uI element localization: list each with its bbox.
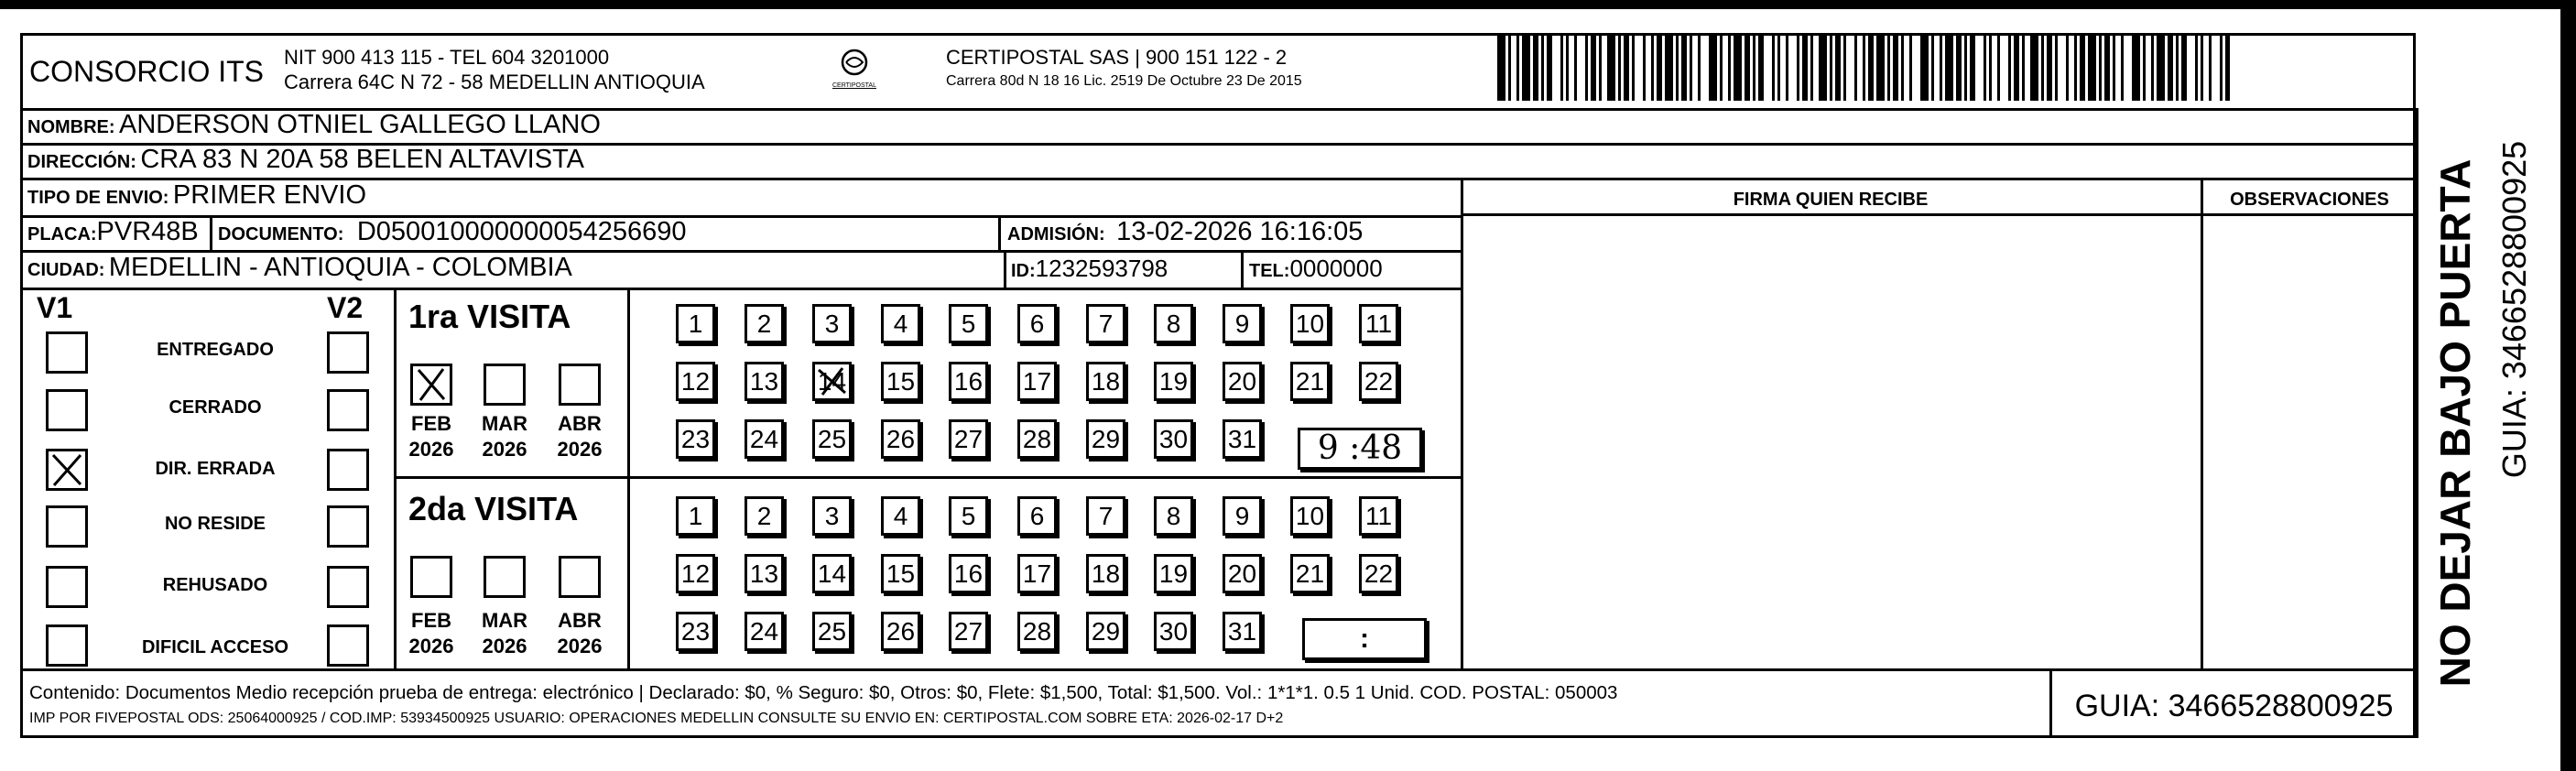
day-box[interactable]: 29 [1086, 419, 1125, 459]
v1-rehusado-checkbox[interactable] [46, 566, 88, 608]
visit2-abr-checkbox[interactable] [559, 556, 601, 598]
visit1-time-box[interactable] [1298, 428, 1422, 470]
scan-right-edge [2560, 0, 2576, 771]
day-box[interactable]: 26 [881, 419, 920, 459]
visit2-feb-checkbox[interactable] [410, 556, 452, 598]
day-box[interactable]: 17 [1017, 362, 1057, 401]
day-box[interactable]: 11 [1359, 496, 1398, 536]
col-divider [1241, 250, 1244, 288]
visit1-year-mar: 2026 [482, 438, 527, 461]
day-box[interactable]: 9 [1223, 496, 1262, 536]
visit2-title: 2da VISITA [408, 490, 579, 527]
direccion-label: DIRECCIÓN: [27, 152, 136, 172]
direccion-value: CRA 83 N 20A 58 BELEN ALTAVISTA [140, 145, 584, 174]
v2-dir-errada-checkbox[interactable] [327, 449, 369, 491]
v2-entregado-checkbox[interactable] [327, 331, 369, 374]
documento-value: D050010000000054256690 [356, 217, 687, 246]
day-box[interactable] [812, 362, 852, 401]
day-box[interactable]: 22 [1359, 362, 1398, 401]
v1-dir-errada-checkbox[interactable] [46, 449, 88, 491]
ciudad-value: MEDELLIN - ANTIOQUIA - COLOMBIA [108, 253, 572, 282]
day-box[interactable]: 23 [676, 612, 715, 651]
day-box[interactable]: 3 [812, 304, 852, 343]
day-box[interactable]: 28 [1017, 419, 1057, 459]
footer-imp: IMP POR FIVEPOSTAL ODS: 25064000925 / COD.IMP: 53934500925 USUARIO: OPERACIONES MEDELLIN CONSULTE SU ENVIO EN: CERTIPOSTAL.COM SOBRE ETA: 2026-02-17 D+2 [29, 711, 1284, 726]
day-box[interactable]: 24 [745, 612, 784, 651]
visit2-year-mar: 2026 [482, 635, 527, 657]
day-label: 14 [817, 367, 847, 396]
v2-dificil-acceso-checkbox[interactable] [327, 624, 369, 667]
day-box[interactable]: 7 [1086, 496, 1125, 536]
day-box[interactable]: 30 [1154, 419, 1193, 459]
day-box[interactable]: 7 [1086, 304, 1125, 343]
id-label: ID: [1011, 261, 1036, 281]
visit2-year-abr: 2026 [557, 635, 603, 657]
day-box[interactable]: 27 [949, 419, 988, 459]
day-box[interactable]: 24 [745, 419, 784, 459]
admision-value: 13-02-2026 16:16:05 [1116, 217, 1364, 246]
company-address: Carrera 64C N 72 - 58 MEDELLIN ANTIOQUIA [284, 71, 705, 93]
observaciones-header: OBSERVACIONES [2230, 190, 2389, 210]
day-box[interactable]: 14 [812, 554, 852, 593]
day-box[interactable]: 25 [812, 419, 852, 459]
certipostal-address: Carrera 80d N 18 16 Lic. 2519 De Octubre 23 De 2015 [946, 73, 1302, 89]
col-divider [210, 215, 212, 250]
visit1-year-abr: 2026 [557, 438, 603, 461]
day-box[interactable]: 27 [949, 612, 988, 651]
day-box[interactable]: 22 [1359, 554, 1398, 593]
day-box[interactable]: 10 [1290, 496, 1330, 536]
status-no-reside-label: NO RESIDE [164, 514, 266, 534]
visit1-month-abr: ABR [558, 412, 602, 435]
visit1-feb-checkbox[interactable] [410, 364, 452, 406]
row-divider [20, 178, 2416, 180]
day-box[interactable]: 13 [745, 554, 784, 593]
footer-contenido: Contenido: Documentos Medio recepción prueba de entrega: electrónico | Declarado: $0, % Seguro: $0, Otros: $0, Flete: $1,500, Total: $1,500. Vol.: 1*1*1. 0.5 1 Unid. COD. POSTAL: 050003 [29, 682, 1618, 703]
firma-header: FIRMA QUIEN RECIBE [1733, 190, 1929, 210]
visit2-month-mar: MAR [481, 609, 528, 632]
tipo-value: PRIMER ENVIO [172, 180, 367, 210]
v2-no-reside-checkbox[interactable] [327, 505, 369, 548]
admision-cell [1007, 217, 1363, 247]
day-box[interactable]: 26 [881, 612, 920, 651]
company-name: CONSORCIO ITS [29, 55, 265, 88]
v2-header: V2 [327, 291, 364, 324]
day-box[interactable]: 15 [881, 362, 920, 401]
cross-out-icon [815, 364, 849, 398]
col-divider [2201, 178, 2203, 668]
visit2-month-feb: FEB [411, 609, 451, 632]
documento-label: DOCUMENTO: [218, 224, 344, 244]
visit2-year-feb: 2026 [408, 635, 454, 657]
side-guia-wrap [2489, 108, 2540, 738]
day-box[interactable]: 4 [881, 304, 920, 343]
visit2-month-abr: ABR [558, 609, 602, 632]
visit1-title: 1ra VISITA [408, 298, 571, 335]
day-box[interactable]: 5 [949, 304, 988, 343]
visit1-month-feb: FEB [411, 412, 451, 435]
col-divider [627, 288, 630, 668]
certipostal-name: CERTIPOSTAL SAS | 900 151 122 - 2 [946, 46, 1288, 69]
day-box[interactable]: 8 [1154, 304, 1193, 343]
row-divider [1461, 213, 2416, 216]
v1-entregado-checkbox[interactable] [46, 331, 88, 374]
day-box[interactable]: 20 [1223, 362, 1262, 401]
v1-header: V1 [37, 291, 73, 324]
row-divider [20, 288, 1461, 290]
visit1-mar-checkbox[interactable] [484, 364, 526, 406]
day-box[interactable]: 12 [676, 554, 715, 593]
day-box[interactable]: 2 [745, 496, 784, 536]
day-box[interactable]: 28 [1017, 612, 1057, 651]
tel-value: 0000000 [1289, 255, 1383, 282]
day-box[interactable]: 3 [812, 496, 852, 536]
visit1-abr-checkbox[interactable] [559, 364, 601, 406]
ciudad-label: CIUDAD: [27, 260, 105, 280]
day-box[interactable]: 18 [1086, 554, 1125, 593]
day-box[interactable]: 16 [949, 554, 988, 593]
placa-value: PVR48B [96, 217, 199, 246]
day-box[interactable]: 16 [949, 362, 988, 401]
day-box[interactable]: 6 [1017, 304, 1057, 343]
day-box[interactable]: 25 [812, 612, 852, 651]
day-box[interactable]: 1 [676, 304, 715, 343]
nombre-row [27, 110, 601, 140]
nombre-value: ANDERSON OTNIEL GALLEGO LLANO [119, 110, 601, 139]
nombre-label: NOMBRE: [27, 117, 115, 137]
day-box[interactable]: 21 [1290, 362, 1330, 401]
day-box[interactable]: 15 [881, 554, 920, 593]
col-divider [394, 288, 397, 668]
side-guia: GUIA: 3466528800925 [2495, 140, 2533, 479]
day-box[interactable]: 23 [676, 419, 715, 459]
day-box[interactable]: 10 [1290, 304, 1330, 343]
day-box[interactable]: 20 [1223, 554, 1262, 593]
day-box[interactable]: 29 [1086, 612, 1125, 651]
day-box[interactable]: 31 [1223, 612, 1262, 651]
admision-label: ADMISIÓN: [1007, 224, 1105, 244]
day-box[interactable]: 9 [1223, 304, 1262, 343]
ciudad-cell [27, 253, 572, 283]
placa-cell [27, 217, 199, 247]
visit2-time-value: : [1360, 624, 1369, 654]
id-value: 1232593798 [1035, 255, 1168, 282]
footer-guia: GUIA: 3466528800925 [2074, 689, 2394, 723]
tel-label: TEL: [1249, 261, 1290, 281]
day-box[interactable]: 8 [1154, 496, 1193, 536]
status-dir-errada-label: DIR. ERRADA [155, 459, 276, 479]
day-box[interactable]: 18 [1086, 362, 1125, 401]
visit1-month-mar: MAR [481, 412, 528, 435]
day-box[interactable]: 21 [1290, 554, 1330, 593]
tel-cell [1249, 255, 1383, 283]
status-cerrado-label: CERRADO [168, 397, 262, 418]
day-box[interactable]: 17 [1017, 554, 1057, 593]
day-box[interactable]: 31 [1223, 419, 1262, 459]
day-box[interactable]: 2 [745, 304, 784, 343]
documento-cell [218, 217, 687, 247]
visit-divider [394, 476, 1461, 479]
day-box[interactable]: 13 [745, 362, 784, 401]
check-x-icon [413, 366, 450, 403]
status-rehusado-label: REHUSADO [162, 575, 268, 595]
day-box[interactable]: 12 [676, 362, 715, 401]
col-divider [1004, 250, 1006, 288]
status-dificil-acceso-label: DIFICIL ACCESO [141, 637, 288, 657]
day-box[interactable]: 19 [1154, 554, 1193, 593]
day-box[interactable]: 4 [881, 496, 920, 536]
day-box[interactable]: 6 [1017, 496, 1057, 536]
side-warning [2418, 108, 2492, 738]
day-box[interactable]: 11 [1359, 304, 1398, 343]
visit2-time-box[interactable] [1302, 618, 1427, 660]
direccion-row [27, 145, 584, 175]
logo-text: CERTIPOSTAL [832, 82, 876, 89]
day-box[interactable]: 19 [1154, 362, 1193, 401]
tipo-row [27, 180, 366, 211]
placa-label: PLACA: [27, 224, 97, 244]
v2-rehusado-checkbox[interactable] [327, 566, 369, 608]
tipo-label: TIPO DE ENVIO: [27, 188, 169, 208]
visit2-mar-checkbox[interactable] [484, 556, 526, 598]
v2-cerrado-checkbox[interactable] [327, 389, 369, 431]
v1-cerrado-checkbox[interactable] [46, 389, 88, 431]
side-title: NO DEJAR BAJO PUERTA [2431, 158, 2479, 688]
row-divider [20, 668, 2416, 671]
day-box[interactable]: 1 [676, 496, 715, 536]
day-box[interactable]: 5 [949, 496, 988, 536]
company-nit: NIT 900 413 115 - TEL 604 3201000 [284, 46, 610, 69]
id-cell [1011, 255, 1168, 283]
check-x-icon [49, 451, 85, 488]
col-divider [998, 215, 1001, 250]
visit1-time-value: 9 :48 [1317, 429, 1403, 467]
status-entregado-label: ENTREGADO [157, 340, 274, 360]
day-box[interactable]: 30 [1154, 612, 1193, 651]
scan-top-edge [0, 0, 2576, 9]
v1-dificil-acceso-checkbox[interactable] [46, 624, 88, 667]
v1-no-reside-checkbox[interactable] [46, 505, 88, 548]
visit1-year-feb: 2026 [408, 438, 454, 461]
col-divider [1461, 178, 1463, 668]
